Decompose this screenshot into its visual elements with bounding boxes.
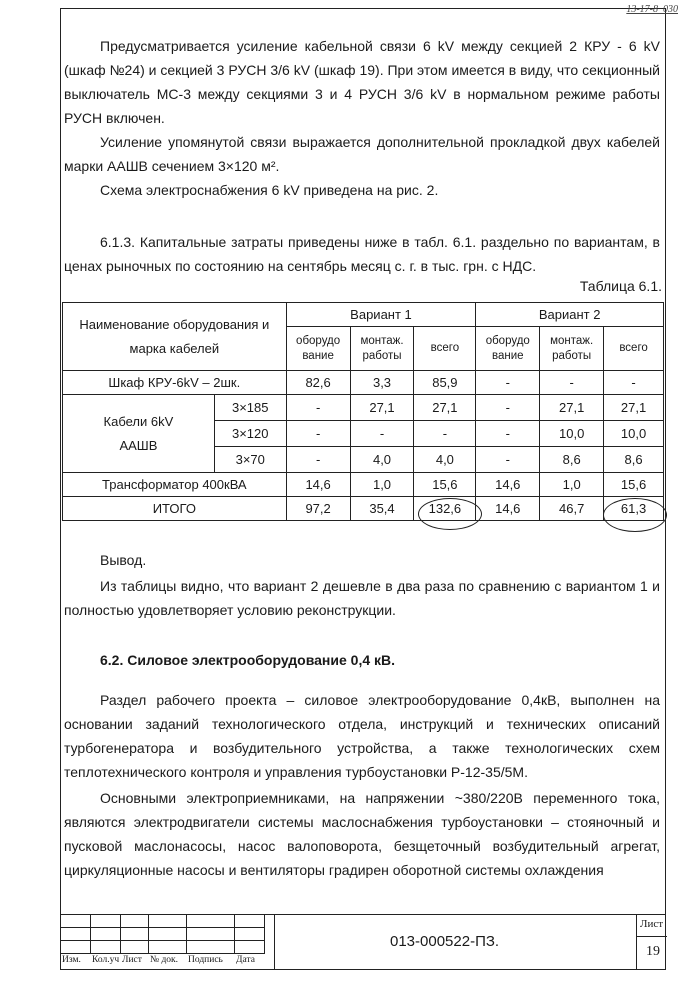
stamp-label: Дата <box>236 955 255 965</box>
stamp-label: Подпись <box>188 955 223 965</box>
stamp-label: № док. <box>150 955 179 965</box>
stamp-label: Изм. <box>62 955 81 965</box>
cell: - <box>476 447 540 473</box>
cell: 3,3 <box>350 371 414 395</box>
cell: 27,1 <box>604 395 664 421</box>
col-total-v1: всего <box>414 327 476 371</box>
cell: 15,6 <box>604 473 664 497</box>
cell: - <box>604 371 664 395</box>
row-label: Трансформатор 400кВА <box>63 473 287 497</box>
cell: - <box>414 421 476 447</box>
table-caption: Таблица 6.1. <box>579 278 662 294</box>
cell: 85,9 <box>414 371 476 395</box>
cell: 4,0 <box>350 447 414 473</box>
cell: 82,6 <box>286 371 350 395</box>
capital-costs-table <box>62 302 664 521</box>
header-variant-1: Вариант 1 <box>286 303 476 327</box>
cell: 10,0 <box>604 421 664 447</box>
cell: 14,6 <box>286 473 350 497</box>
col-total-v2: всего <box>604 327 664 371</box>
paragraph-4: 6.1.3. Капитальные затраты приведены ниже в табл. 6.1. раздельно по вариантам, в ценах рыночных по состоянию на сентябрь месяц с. г. в тыс. грн. с НДС. <box>64 234 660 274</box>
table-row-total <box>63 497 664 521</box>
header-equipment: Наименование оборудования и марка кабелей <box>63 303 287 371</box>
hand-circle-total-v2 <box>603 498 667 532</box>
cell: - <box>286 447 350 473</box>
conclusion-text: Из таблицы видно, что вариант 2 дешевле в два раза по сравнению с вариантом 1 и полностью удовлетворяет условию реконструкции. <box>64 578 660 618</box>
stamp-label: Кол.уч <box>92 955 120 965</box>
sheet-label: Лист <box>640 918 664 930</box>
table-row <box>63 473 664 497</box>
cell: 132,6 <box>414 497 476 521</box>
cell: 27,1 <box>414 395 476 421</box>
sheet-box <box>636 914 667 970</box>
paragraph-5: Раздел рабочего проекта – силовое электрооборудование 0,4кВ, выполнен на основании заданий технологического отдела, инструкций и технических описаний турбогенератора и возбудительного устройства, а также технологических схем теплотехнического контроля и управления турбоустановки Р-12-35/5М. <box>64 692 660 780</box>
stamp-label: Лист <box>122 955 142 965</box>
cell: 8,6 <box>604 447 664 473</box>
section-heading: 6.2. Силовое электрооборудование 0,4 кВ. <box>100 652 396 668</box>
row-label: Шкаф КРУ-6kV – 2шк. <box>63 371 287 395</box>
paragraph-1: Предусматривается усиление кабельной связи 6 kV между секцией 2 КРУ - 6 kV (шкаф №24) и секцией 3 РУСН 3/6 kV (шкаф 19). При этом имеется в виду, что секционный выключатель МС-3 между секциями 3 и 4 РУСН 3/6 kV в нормальном режиме работы РУСН включен. <box>64 38 660 126</box>
cell: 27,1 <box>540 395 604 421</box>
paragraph-2: Усиление упомянутой связи выражается дополнительной прокладкой двух кабелей марки ААШВ сечением 3×120 м². <box>64 134 660 174</box>
cell: 4,0 <box>414 447 476 473</box>
cell: 1,0 <box>350 473 414 497</box>
paragraph-6: Основными электроприемниками, на напряжении ~380/220В переменного тока, являются электродвигатели системы маслоснабжения турбоустановки – стояночный и пусковой маслонасосы, насос валоповорота, безщеточный возбудительный агрегат, циркуляционные насосы и вентиляторы градирен оборотной системы охлаждения <box>64 790 660 878</box>
table-row <box>63 395 664 421</box>
cell: 14,6 <box>476 497 540 521</box>
cell: 35,4 <box>350 497 414 521</box>
row-label: 3×120 <box>214 421 286 447</box>
col-install-v2: монтаж. работы <box>540 327 604 371</box>
cell: 10,0 <box>540 421 604 447</box>
sheet-number: 19 <box>646 944 660 959</box>
hand-circle-total-v1 <box>418 498 482 530</box>
header-variant-2: Вариант 2 <box>476 303 664 327</box>
col-install-v1: монтаж. работы <box>350 327 414 371</box>
conclusion-title: Вывод. <box>100 552 147 568</box>
cell: 61,3 <box>604 497 664 521</box>
cell: - <box>476 371 540 395</box>
paragraph-3: Схема электроснабжения 6 kV приведена на рис. 2. <box>100 182 439 198</box>
cell: 27,1 <box>350 395 414 421</box>
stamp-divider <box>274 914 275 970</box>
cell: 97,2 <box>286 497 350 521</box>
cell: 8,6 <box>540 447 604 473</box>
cell: - <box>540 371 604 395</box>
document-number: 013-000522-ПЗ. <box>390 933 500 950</box>
doc-code-stamp: 13-17-8_030 <box>626 4 678 15</box>
cell: - <box>476 421 540 447</box>
cables-label: Кабели 6kV ААШВ <box>63 395 215 473</box>
stamp-grid <box>60 914 265 954</box>
table-row <box>63 371 664 395</box>
col-equipment-v2: оборудо вание <box>476 327 540 371</box>
row-label: 3×185 <box>214 395 286 421</box>
col-equipment-v1: оборудо вание <box>286 327 350 371</box>
cell: - <box>286 395 350 421</box>
cell: 1,0 <box>540 473 604 497</box>
row-label: 3×70 <box>214 447 286 473</box>
row-label: ИТОГО <box>63 497 287 521</box>
cell: - <box>476 395 540 421</box>
sheet-divider <box>637 936 667 937</box>
cell: 46,7 <box>540 497 604 521</box>
cell: 15,6 <box>414 473 476 497</box>
cell: - <box>286 421 350 447</box>
cell: 14,6 <box>476 473 540 497</box>
cell: - <box>350 421 414 447</box>
